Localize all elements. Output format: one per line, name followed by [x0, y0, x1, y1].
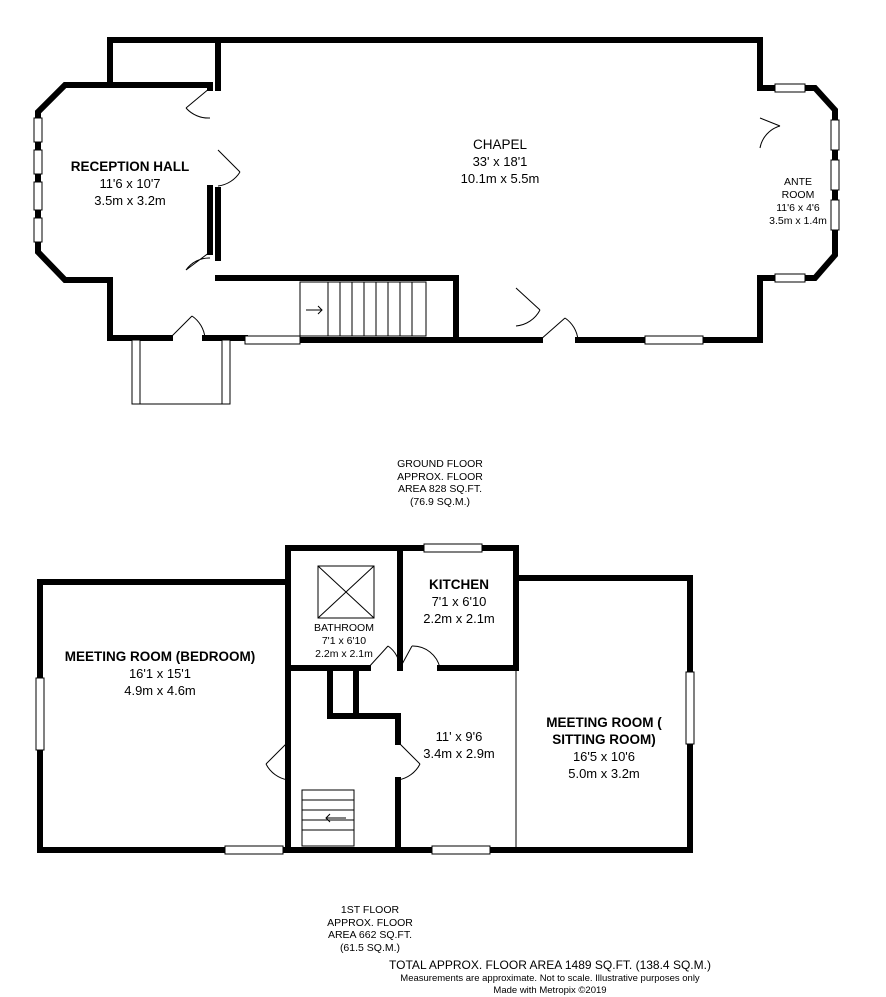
- reception-hall-label: [55, 158, 205, 209]
- skylight: [318, 566, 374, 618]
- landing-label: [404, 728, 514, 762]
- landing-metric: 3.4m x 2.9m: [423, 746, 495, 761]
- ante-room-metric: 3.5m x 1.4m: [769, 215, 827, 227]
- meeting-sitting-name-2: SITTING ROOM): [552, 732, 656, 747]
- ante-window-side-1: [831, 120, 839, 150]
- bedroom-window: [36, 678, 44, 750]
- bathroom-label: [292, 622, 396, 661]
- reception-window-3: [34, 182, 42, 210]
- first-floor-plan: [36, 544, 694, 854]
- ground-summary-line3: AREA 828 SQ.FT.: [397, 483, 483, 495]
- chapel-label: [420, 136, 580, 187]
- chapel-imperial: 33' x 18'1: [472, 154, 528, 169]
- ground-floor-plan: [34, 40, 839, 404]
- first-summary-line4: (61.5 SQ.M.): [339, 941, 401, 954]
- kitchen-label: [404, 576, 514, 627]
- reception-hall-name: RECEPTION HALL: [70, 159, 190, 174]
- ground-floor-summary: [370, 458, 510, 508]
- reception-hall-imperial: 11'6 x 10'7: [99, 176, 161, 191]
- first-summary-line2: APPROX. FLOOR: [327, 916, 413, 929]
- meeting-bedroom-imperial: 16'1 x 15'1: [128, 666, 192, 681]
- ground-summary-line1: GROUND FLOOR: [397, 458, 483, 470]
- reception-window-2: [34, 150, 42, 174]
- bathroom-name: BATHROOM: [314, 622, 374, 634]
- ante-window-top: [775, 84, 805, 92]
- total-area: TOTAL APPROX. FLOOR AREA 1489 SQ.FT. (138.4 SQ.M.): [389, 958, 711, 972]
- first-summary-line3: AREA 662 SQ.FT.: [327, 929, 413, 941]
- chapel-metric: 10.1m x 5.5m: [460, 171, 540, 186]
- chapel-window-right: [645, 336, 703, 344]
- ground-doors: [170, 88, 780, 340]
- credit: Made with Metropix ©2019: [493, 985, 607, 996]
- bathroom-imperial: 7'1 x 6'10: [321, 635, 367, 647]
- ground-summary-line4: (76.9 SQ.M.): [409, 495, 471, 508]
- kitchen-imperial: 7'1 x 6'10: [431, 594, 487, 609]
- meeting-bedroom-label: [50, 648, 270, 699]
- first-floor-outer-walls: [40, 548, 690, 850]
- meeting-sitting-imperial: 16'5 x 10'6: [572, 749, 636, 764]
- meeting-bedroom-metric: 4.9m x 4.6m: [124, 683, 196, 698]
- ante-room-imperial: 11'6 x 4'6: [776, 202, 820, 214]
- ground-summary-line2: APPROX. FLOOR: [397, 470, 483, 483]
- bedroom-bottom-window: [225, 846, 283, 854]
- chapel-name: CHAPEL: [472, 137, 528, 152]
- meeting-sitting-name-1: MEETING ROOM (: [546, 715, 662, 730]
- kitchen-metric: 2.2m x 2.1m: [423, 611, 495, 626]
- reception-window-4: [34, 218, 42, 242]
- meeting-bedroom-name: MEETING ROOM (BEDROOM): [64, 649, 256, 664]
- ground-stairs: [300, 282, 426, 336]
- meeting-sitting-metric: 5.0m x 3.2m: [568, 766, 640, 781]
- disclaimer: Measurements are approximate. Not to scale. Illustrative purposes only: [400, 973, 700, 984]
- ante-room-name-2: ROOM: [781, 189, 815, 201]
- landing-window: [432, 846, 490, 854]
- chapel-window-left: [245, 336, 300, 344]
- ante-window-bottom: [775, 274, 805, 282]
- kitchen-window: [424, 544, 482, 552]
- landing-imperial: 11' x 9'6: [435, 729, 483, 744]
- meeting-sitting-label: [520, 714, 688, 782]
- bathroom-metric: 2.2m x 2.1m: [315, 648, 373, 660]
- first-floor-stairs: [302, 790, 354, 846]
- kitchen-name: KITCHEN: [429, 577, 489, 592]
- porch: [132, 340, 230, 404]
- reception-window-1: [34, 118, 42, 142]
- first-summary-line1: 1ST FLOOR: [340, 904, 400, 916]
- ante-room-name-1: ANTE: [783, 176, 812, 188]
- reception-hall-metric: 3.5m x 3.2m: [94, 193, 166, 208]
- ante-room-label: [760, 176, 836, 228]
- first-floor-summary: [300, 904, 440, 954]
